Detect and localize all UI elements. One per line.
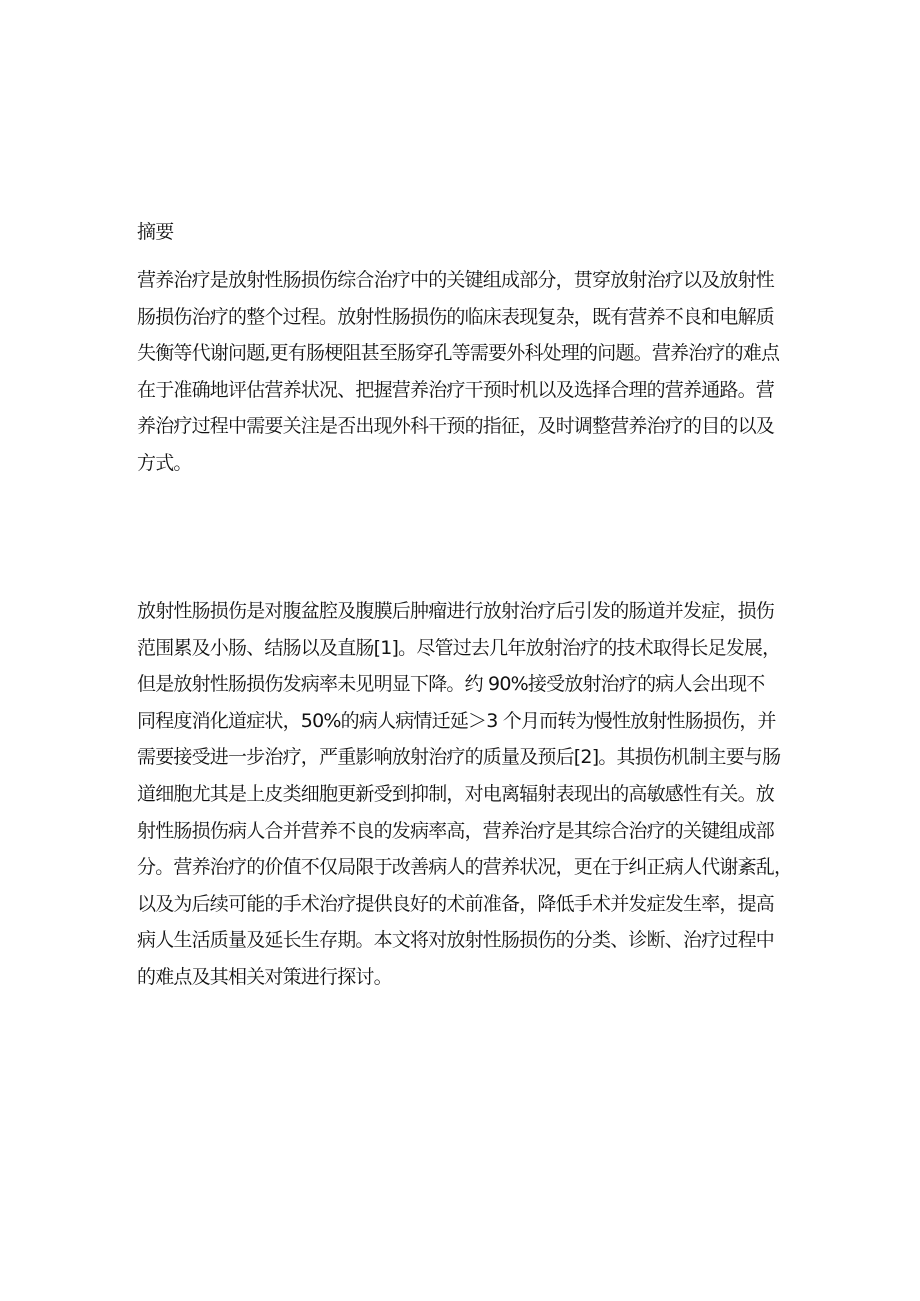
abstract-paragraph — [137, 262, 792, 482]
text-line: 以及为后续可能的手术治疗提供良好的术前准备，降低手术并发症发生率，提高 — [137, 892, 775, 915]
text-line: 同程度消化道症状，50%的病人病情迁延＞3 个月而转为慢性放射性肠损伤，并 — [137, 709, 776, 732]
text-line: 需要接受进一步治疗，严重影响放射治疗的质量及预后[2]。其损伤机制主要与肠 — [137, 746, 781, 769]
text-line: 范围累及小肠、结肠以及直肠[1]。尽管过去几年放射治疗的技术取得长足发展， — [137, 636, 781, 659]
text-line: 放射性肠损伤是对腹盆腔及腹膜后肿瘤进行放射治疗后引发的肠道并发症，损伤 — [137, 600, 775, 622]
text-line: 病人生活质量及延长生存期。本文将对放射性肠损伤的分类、诊断、治疗过程中 — [137, 929, 775, 952]
text-line: 但是放射性肠损伤发病率未见明显下降。约 90%接受放射治疗的病人会出现不 — [137, 673, 765, 696]
text-line: 养治疗过程中需要关注是否出现外科干预的指征，及时调整营养治疗的目的以及 — [137, 415, 775, 438]
text-line: 在于准确地评估营养状况、把握营养治疗干预时机以及选择合理的营养通路。营 — [137, 378, 775, 401]
introduction-paragraph — [137, 593, 792, 996]
text-line: 射性肠损伤病人合并营养不良的发病率高，营养治疗是其综合治疗的关键组成部 — [137, 819, 775, 842]
text-line: 分。营养治疗的价值不仅局限于改善病人的营养状况，更在于纠正病人代谢紊乱， — [137, 856, 793, 879]
text-line: 肠损伤治疗的整个过程。放射性肠损伤的临床表现复杂，既有营养不良和电解质 — [137, 305, 775, 328]
abstract-heading: 摘要 — [137, 221, 174, 243]
text-line: 失衡等代谢问题,更有肠梗阻甚至肠穿孔等需要外科处理的问题。营养治疗的难点 — [137, 342, 780, 365]
text-line: 的难点及其相关对策进行探讨。 — [137, 965, 392, 988]
text-line: 方式。 — [137, 451, 192, 474]
text-line: 道细胞尤其是上皮类细胞更新受到抑制，对电离辐射表现出的高敏感性有关。放 — [137, 782, 775, 805]
text-line: 营养治疗是放射性肠损伤综合治疗中的关键组成部分，贯穿放射治疗以及放射性 — [137, 269, 775, 291]
